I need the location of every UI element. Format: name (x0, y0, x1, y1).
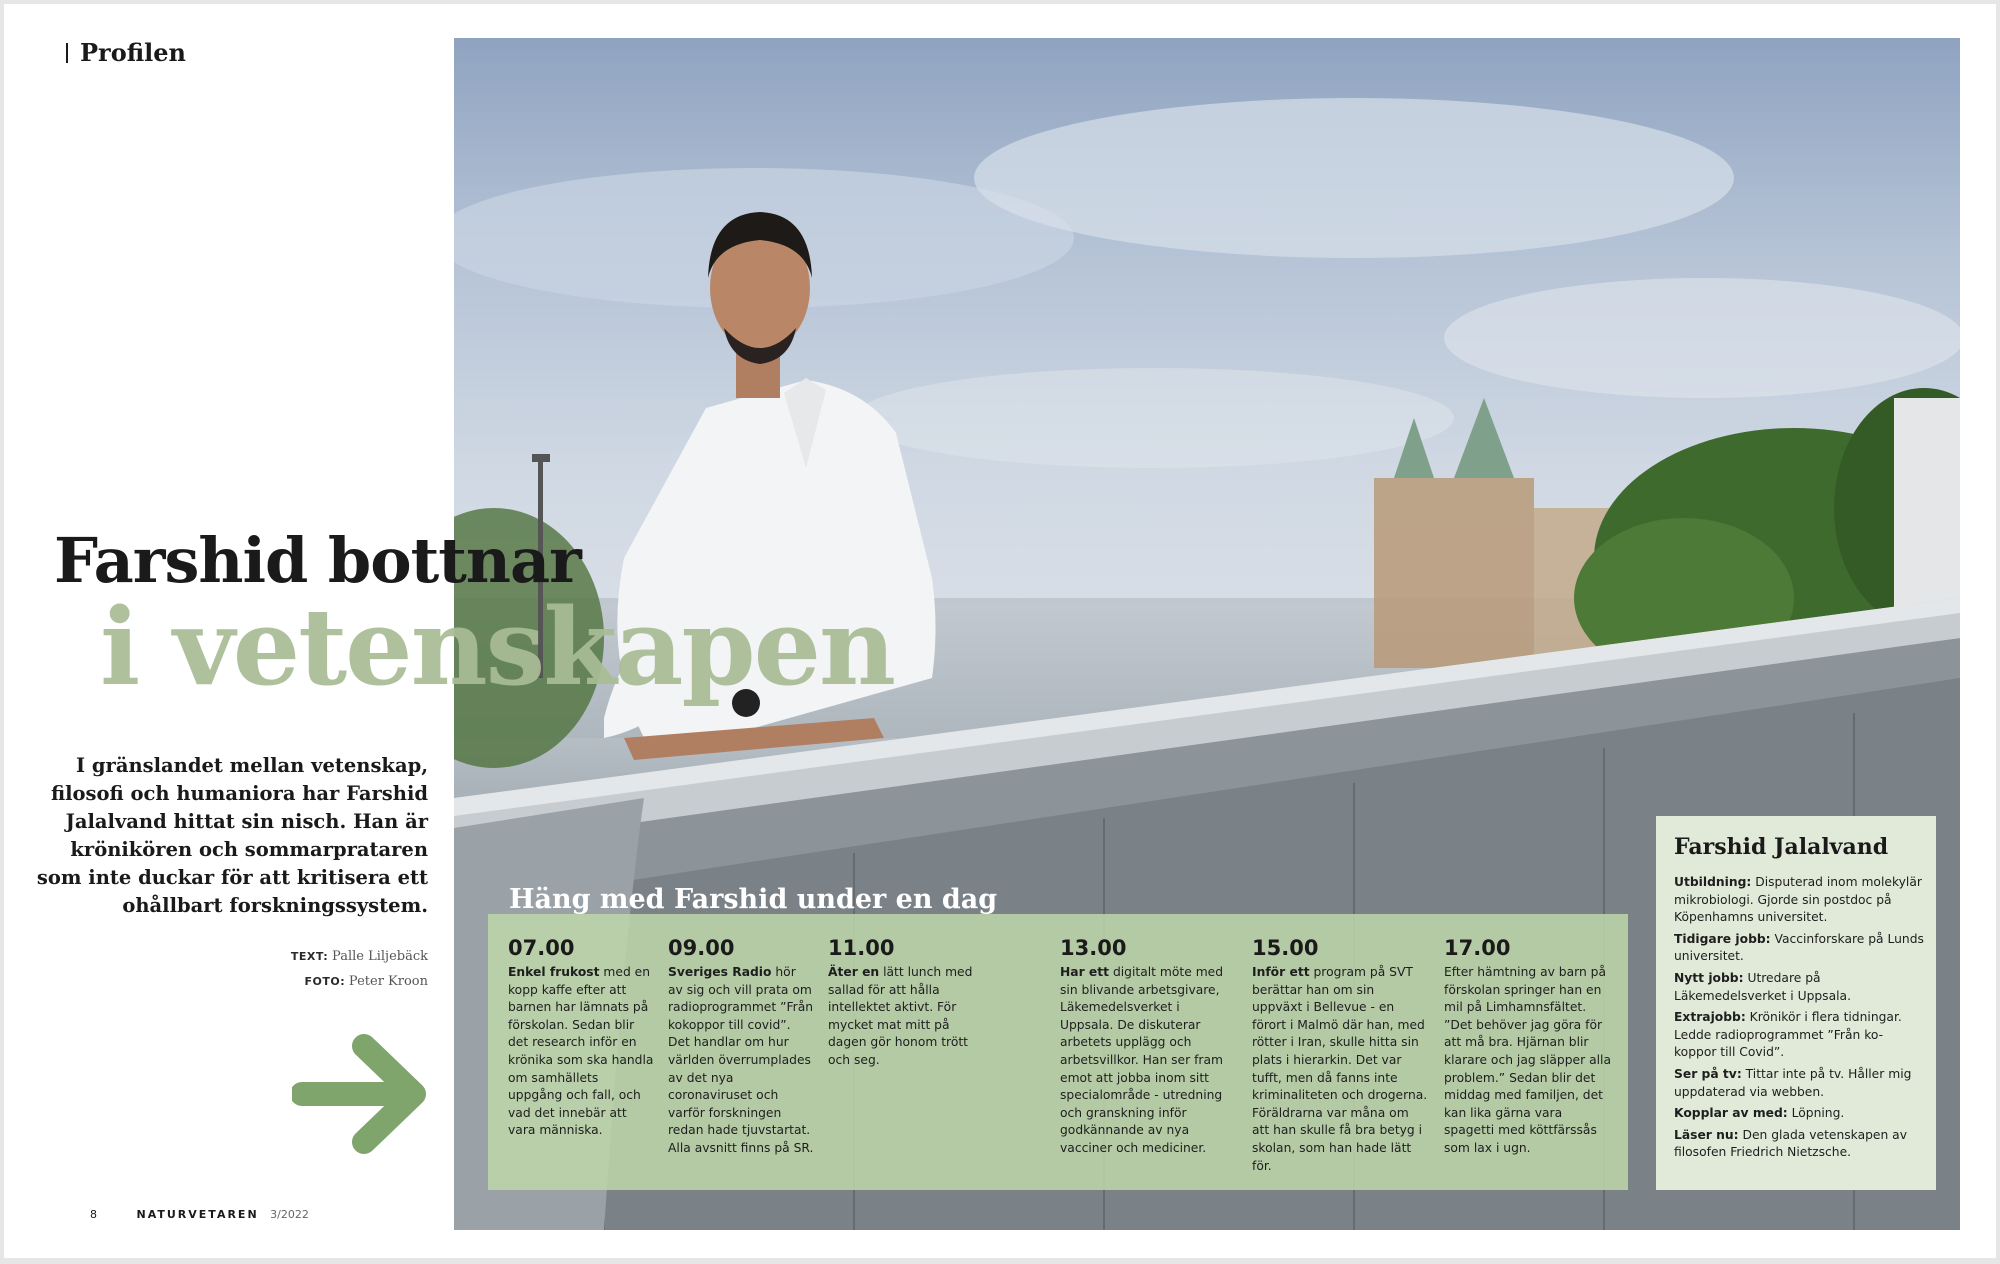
fact-item: Utbildning: Disputerad inom molekylär mikrobiologi. Gjorde sin postdoc på Köpenhamns universitet. (1674, 875, 1922, 925)
headline-line-1: Farshid bottnar (54, 524, 581, 597)
fact-item: Nytt jobb: Utredare på Läkemedelsverket i Uppsala. (1674, 970, 1851, 1003)
fact-item: Tidigare jobb: Vaccinforskare på Lunds universitet. (1674, 931, 1924, 964)
byline-text-row: TEXT: Palle Liljebäck (290, 949, 428, 964)
fact-box (1656, 816, 1936, 1190)
byline-photo-row: FOTO: Peter Kroon (304, 974, 428, 989)
intro-paragraph: I gränslandet mellan vetenskap, filosofi och humaniora har Farshid Jalalvand hittat sin nisch. Han är krönikören och sommarprataren som inte duckar för att kritisera ett ohållbart forskningssystem. (36, 754, 428, 917)
section-divider (66, 43, 68, 63)
day-schedule-title: Häng med Farshid under en dag (509, 884, 998, 915)
fact-item: Extrajobb: Krönikör i flera tidningar. Ledde radioprogrammet ”Från ko-koppor till Covid”. (1674, 1010, 1902, 1060)
headline-line-2: i vetenskapen (100, 584, 895, 709)
fact-item: Kopplar av med: Löpning. (1674, 1106, 1845, 1121)
schedule-slot-0900: 09.00 Sveriges Radio hör av sig och vill prata om radioprogrammet ”Från kokoppor till covid”. Det handlar om hur världen överrumplades av det nya coronaviruset och varför forskningen redan hade tjuvstartat. Alla avsnitt finns på SR. (668, 936, 814, 1155)
fact-item: Ser på tv: Tittar inte på tv. Håller mig uppdaterad via webben. (1674, 1066, 1912, 1099)
schedule-slot-1100: 11.00 Äter en lätt lunch med sallad för att hålla intellektet aktivt. För mycket mat mitt på dagen gör honom trött och seg. (828, 936, 973, 1067)
fact-item: Läser nu: Den glada vetenskapen av filosofen Friedrich Nietzsche. (1674, 1127, 1907, 1160)
magazine-spread (4, 4, 1996, 1258)
fact-box-title: Farshid Jalalvand (1674, 834, 1889, 860)
fact-list (1674, 874, 1924, 1166)
byline (154, 944, 428, 994)
section-label: Profilen (66, 38, 186, 67)
day-schedule-box (488, 914, 1628, 1190)
schedule-slot-1700: 17.00 Efter hämtning av barn på förskolan springer han en mil på Limhamnsfältet. ”Det behöver jag göra för att må bra. Hjärnan blir klarare och jag släpper alla problem.” Sedan blir det middag med familjen, det kan lika gärna vara spagetti med köttfärssås som lax i ugn. (1444, 936, 1611, 1155)
schedule-slot-1500: 15.00 Inför ett program på SVT berättar han om sin uppväxt i Bellevue - en förort i Malmö där han, med rötter i Iran, skulle hitta sin plats i hierarkin. Det var tufft, men då fanns inte kriminaliteten och drogerna. Föräldrarna var måna om att han skulle få bra betyg i skolan, som han hade lätt för. (1252, 936, 1428, 1173)
arrow-right-icon (292, 1034, 432, 1154)
magazine-name: NATURVETAREN (136, 1208, 259, 1221)
page-footer (90, 1208, 309, 1221)
issue-number: 3/2022 (270, 1208, 309, 1221)
page-number: 8 (90, 1208, 97, 1221)
schedule-slot-0700: 07.00 Enkel frukost med en kopp kaffe efter att barnen har lämnats på förskolan. Sedan blir det research inför en krönika som ska handla om samhällets uppgång och fall, och vad det innebär att vara människa. (508, 936, 654, 1138)
schedule-slot-1300: 13.00 Har ett digitalt möte med sin blivande arbetsgivare, Läkemedelsverket i Uppsala. De diskuterar arbetets upplägg och arbetsvillkor. Han ser fram emot att jobba inom sitt specialområde - utredning och granskning inför godkännande av nya vacciner och mediciner. (1060, 936, 1224, 1155)
